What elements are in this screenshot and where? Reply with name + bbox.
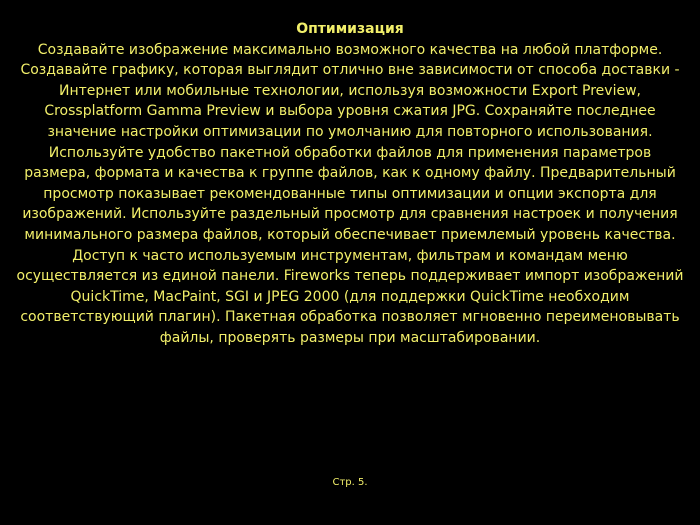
page-number: Стр. 5. <box>332 477 368 488</box>
slide-title: Оптимизация <box>296 21 404 37</box>
slide-content <box>14 19 686 349</box>
slide-body-text: Создавайте изображение максимально возможного качества на любой платформе. Создавайте графику, которая выглядит отлично вне зависимости от способа доставки - Интернет или мобильные технологии, используя возможности Export Preview, Crossplatform Gamma Preview и выбора уровня сжатия JPG. Сохраняйте последнее значение настройки оптимизации по умолчанию для повторного использования. Используйте удобство пакетной обработки файлов для применения параметров размера, формата и качества к группе файлов, как к одному файлу. Предварительный просмотр показывает рекомендованные типы оптимизации и опции экспорта для изображений. Используйте раздельный просмотр для сравнения настроек и получения минимального размера файлов, который обеспечивает приемлемый уровень качества. Доступ к часто используемым инструментам, фильтрам и командам меню осуществляется из единой панели. Fireworks теперь поддерживает импорт изображений QuickTime, MacPaint, SGI и JPEG 2000 (для поддержки QuickTime необходим соответствующий плагин). Пакетная обработка позволяет мгновенно переименовывать файлы, проверять размеры при масштабировании. <box>16 41 684 346</box>
